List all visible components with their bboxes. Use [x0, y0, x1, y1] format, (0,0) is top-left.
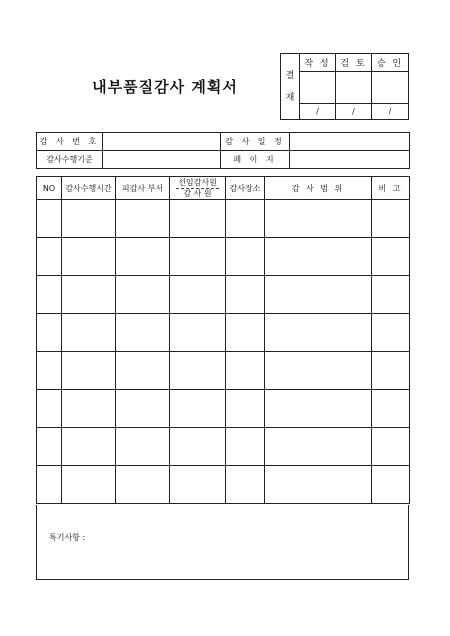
approval-sign-author[interactable] [300, 72, 336, 104]
header-remarks: 비 고 [372, 177, 410, 200]
cell-no[interactable] [37, 200, 62, 238]
cell-no[interactable] [37, 238, 62, 276]
audit-number-label: 감 사 번 호 [37, 133, 103, 151]
cell-auditors[interactable] [170, 200, 226, 238]
cell-no[interactable] [37, 276, 62, 314]
audit-schedule-label: 감 사 일 정 [221, 133, 290, 151]
special-notes-box[interactable] [36, 505, 409, 580]
cell-scope[interactable] [265, 314, 372, 352]
audit-info-table [36, 132, 410, 169]
audit-number-field[interactable] [103, 133, 221, 151]
table-row [37, 428, 410, 466]
cell-audit-time[interactable] [62, 428, 116, 466]
cell-scope[interactable] [265, 466, 372, 504]
cell-scope[interactable] [265, 276, 372, 314]
document-title: 내부품질감사 계획서 [92, 78, 238, 96]
cell-audit-time[interactable] [62, 314, 116, 352]
approval-side-label [281, 54, 300, 120]
cell-remarks[interactable] [372, 238, 410, 276]
approval-side-bottom: 재 [285, 92, 295, 103]
table-row [37, 276, 410, 314]
cell-no[interactable] [37, 314, 62, 352]
audit-criteria-field[interactable] [103, 151, 221, 169]
approval-header-review: 검 토 [336, 54, 372, 72]
cell-audit-time[interactable] [62, 352, 116, 390]
cell-audited-dept[interactable] [116, 428, 170, 466]
table-row [37, 352, 410, 390]
header-lead-auditor: 선임감사원 [178, 177, 217, 187]
page-label: 페 이 지 [221, 151, 290, 169]
cell-remarks[interactable] [372, 314, 410, 352]
cell-remarks[interactable] [372, 200, 410, 238]
cell-auditors[interactable] [170, 276, 226, 314]
cell-location[interactable] [226, 238, 265, 276]
cell-scope[interactable] [265, 390, 372, 428]
cell-location[interactable] [226, 276, 265, 314]
cell-audit-time[interactable] [62, 390, 116, 428]
approval-date-approve[interactable]: / [372, 104, 409, 120]
cell-scope[interactable] [265, 352, 372, 390]
audit-schedule-field[interactable] [290, 133, 410, 151]
cell-auditors[interactable] [170, 466, 226, 504]
page-field[interactable] [290, 151, 410, 169]
approval-header-author: 작 성 [300, 54, 336, 72]
table-row [37, 200, 410, 238]
cell-audit-time[interactable] [62, 238, 116, 276]
approval-side-top: 결 [285, 70, 295, 81]
cell-audit-time[interactable] [62, 466, 116, 504]
table-row [37, 314, 410, 352]
cell-audited-dept[interactable] [116, 276, 170, 314]
cell-no[interactable] [37, 466, 62, 504]
header-audited-dept: 피감사 부서 [116, 177, 170, 200]
cell-location[interactable] [226, 428, 265, 466]
audit-criteria-label: 감사수행기준 [37, 151, 103, 169]
cell-location[interactable] [226, 352, 265, 390]
cell-audit-time[interactable] [62, 276, 116, 314]
approval-date-author[interactable]: / [300, 104, 336, 120]
cell-audit-time[interactable] [62, 200, 116, 238]
cell-location[interactable] [226, 314, 265, 352]
approval-box [280, 53, 409, 120]
header-scope: 감 사 범 위 [265, 177, 372, 200]
cell-audited-dept[interactable] [116, 390, 170, 428]
cell-remarks[interactable] [372, 466, 410, 504]
cell-remarks[interactable] [372, 390, 410, 428]
approval-date-review[interactable]: / [336, 104, 372, 120]
cell-audited-dept[interactable] [116, 314, 170, 352]
cell-auditors[interactable] [170, 314, 226, 352]
cell-remarks[interactable] [372, 428, 410, 466]
cell-auditors[interactable] [170, 390, 226, 428]
approval-sign-approve[interactable] [372, 72, 409, 104]
cell-no[interactable] [37, 428, 62, 466]
cell-scope[interactable] [265, 428, 372, 466]
cell-remarks[interactable] [372, 352, 410, 390]
cell-scope[interactable] [265, 238, 372, 276]
approval-sign-review[interactable] [336, 72, 372, 104]
cell-no[interactable] [37, 352, 62, 390]
cell-no[interactable] [37, 390, 62, 428]
table-row [37, 466, 410, 504]
header-no: NO [37, 177, 62, 200]
cell-location[interactable] [226, 200, 265, 238]
table-header-row [37, 177, 410, 200]
header-auditor: 감 사 원 [183, 188, 212, 198]
cell-location[interactable] [226, 390, 265, 428]
cell-scope[interactable] [265, 200, 372, 238]
cell-auditors[interactable] [170, 428, 226, 466]
special-notes-label: 특기사항 : [49, 533, 86, 542]
cell-auditors[interactable] [170, 238, 226, 276]
table-row [37, 390, 410, 428]
header-location: 감사장소 [226, 177, 265, 200]
approval-header-approve: 승 인 [372, 54, 409, 72]
header-auditors [170, 177, 226, 200]
cell-auditors[interactable] [170, 352, 226, 390]
cell-audited-dept[interactable] [116, 352, 170, 390]
cell-audited-dept[interactable] [116, 466, 170, 504]
cell-remarks[interactable] [372, 276, 410, 314]
cell-audited-dept[interactable] [116, 200, 170, 238]
cell-audited-dept[interactable] [116, 238, 170, 276]
audit-plan-table [36, 176, 410, 504]
cell-location[interactable] [226, 466, 265, 504]
header-audit-time: 감사수행시간 [62, 177, 116, 200]
table-row [37, 238, 410, 276]
